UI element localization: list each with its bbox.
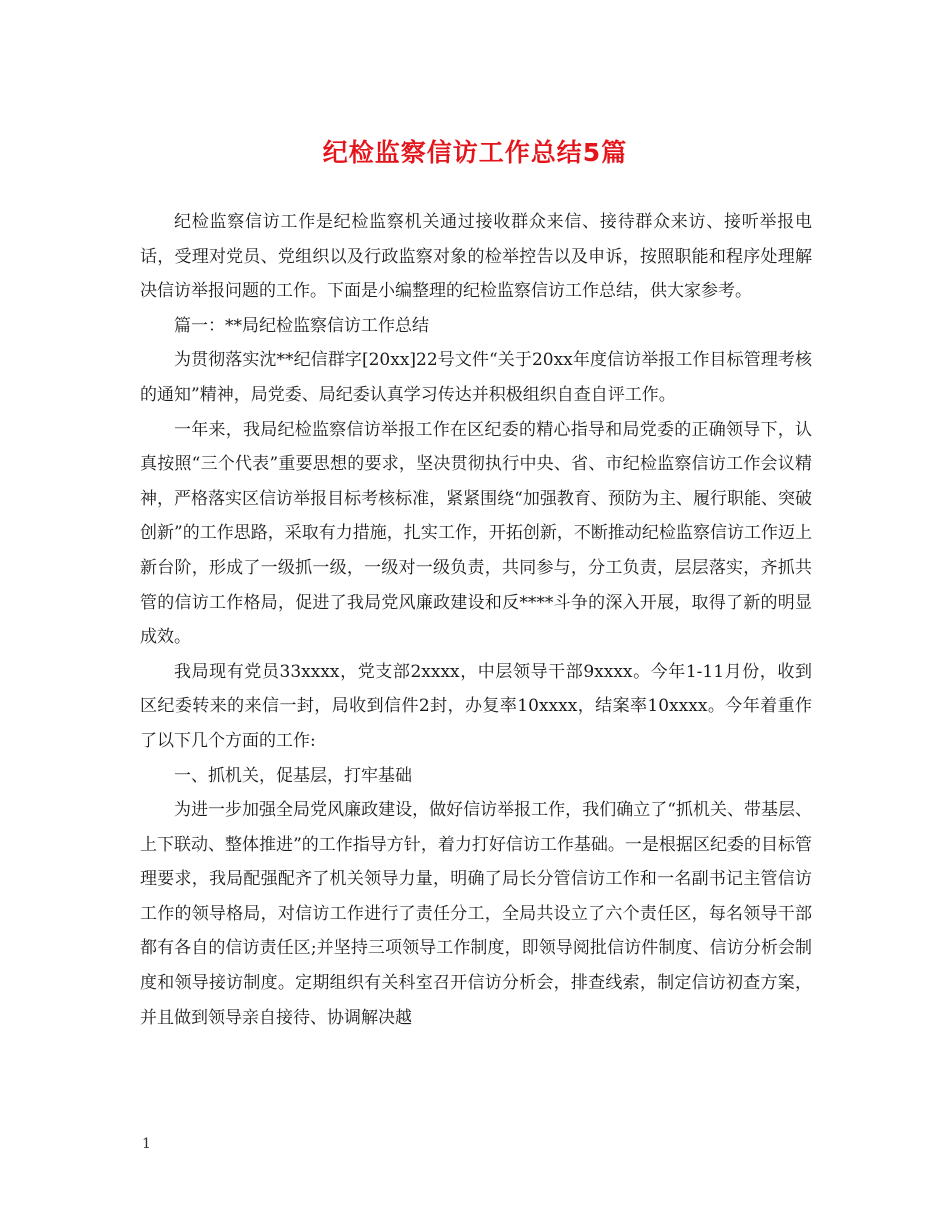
page-number: 1 xyxy=(142,1136,151,1152)
body-paragraph: 为贯彻落实沈**纪信群字[20xx]22号文件“关于20xx年度信访举报工作目标管理考核的通知”精神，局党委、局纪委认真学习传达并积极组织自查自评工作。 xyxy=(140,350,812,405)
body-paragraph: 为进一步加强全局党风廉政建设，做好信访举报工作，我们确立了“抓机关、带基层、上下联动、整体推进”的工作指导方针，着力打好信访工作基础。一是根据区纪委的目标管理要求，我局配强配齐了机关领导力量，明确了局长分管信访工作和一名副书记主管信访工作的领导格局，对信访工作进行了责任分工，全局共设立了六个责任区，每名领导干部都有各自的信访责任区;并坚持三项领导工作制度，即领导阅批信访件制度、信访分析会制度和领导接访制度。定期组织有关科室召开信访分析会，排查线索，制定信访初查方案，并且做到领导亲自接待、协调解决越 xyxy=(140,800,812,1028)
intro-paragraph: 纪检监察信访工作是纪检监察机关通过接收群众来信、接待群众来访、接听举报电话，受理对党员、党组织以及行政监察对象的检举控告以及申诉，按照职能和程序处理解决信访举报问题的工作。下面是小编整理的纪检监察信访工作总结，供大家参考。 xyxy=(140,212,812,302)
subsection-heading: 一、抓机关，促基层，打牢基础 xyxy=(174,765,412,786)
section-heading-part-one: 篇一：**局纪检监察信访工作总结 xyxy=(174,315,429,336)
body-paragraph: 我局现有党员33xxxx，党支部2xxxx，中层领导干部9xxxx。今年1-11月份，收到区纪委转来的来信一封，局收到信件2封，办复率10xxxx，结案率10xxxx。今年着重作了以下几个方面的工作: xyxy=(140,661,812,751)
body-paragraph: 一年来，我局纪检监察信访举报工作在区纪委的精心指导和局党委的正确领导下，认真按照“三个代表”重要思想的要求，坚决贯彻执行中央、省、市纪检监察信访工作会议精神，严格落实区信访举报目标考核标准，紧紧围绕“加强教育、预防为主、履行职能、突破创新”的工作思路，采取有力措施，扎实工作，开拓创新，不断推动纪检监察信访工作迈上新台阶，形成了一级抓一级，一级对一级负责，共同参与，分工负责，层层落实，齐抓共管的信访工作格局，促进了我局党风廉政建设和反****斗争的深入开展，取得了新的明显成效。 xyxy=(140,419,812,648)
document-body xyxy=(140,205,812,1035)
document-title: 纪检监察信访工作总结5篇 xyxy=(322,138,628,167)
